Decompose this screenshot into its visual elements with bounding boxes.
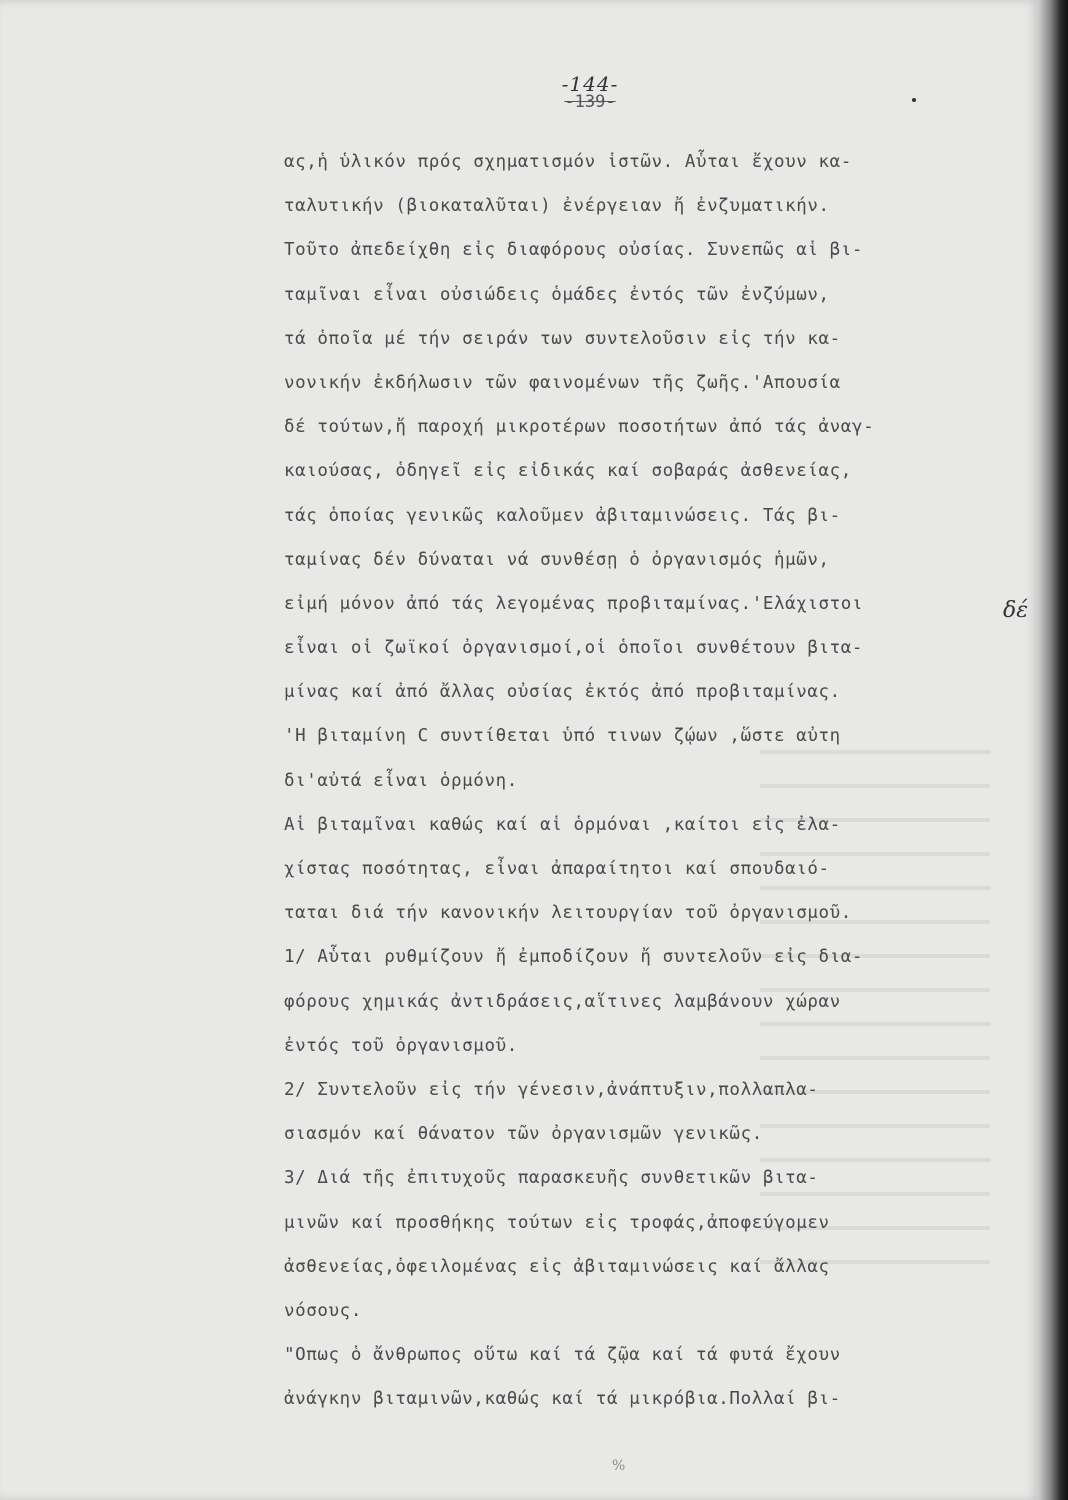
- text-line-27: νόσους.: [284, 1300, 362, 1321]
- text-line-12: εἶναι οἱ ζωϊκοί ὀργανισμοί,οἱ ὁποῖοι συνθέτουν βιτα-: [284, 638, 864, 659]
- text-line-21: ἐντός τοῦ ὀργανισμοῦ.: [284, 1035, 518, 1056]
- text-line-24: 3/ Διά τῆς ἐπιτυχοῦς παρασκευῆς συνθετικῶν βιτα-: [284, 1168, 819, 1189]
- text-line-18: ταται διά τήν κανονικήν λειτουργίαν τοῦ ὀργανισμοῦ.: [284, 903, 852, 924]
- text-line-19: 1/ Αὗται ρυθμίζουν ἤ ἐμποδίζουν ἤ συντελοῦν εἰς δια-: [284, 947, 864, 968]
- text-line-16: Αἱ βιταμῖναι καθώς καί αἱ ὁρμόναι ,καίτοι εἰς ἐλα-: [284, 814, 841, 835]
- ink-dot: [912, 98, 916, 102]
- page-number: [540, 72, 640, 112]
- text-line-6: νονικήν ἐκδήλωσιν τῶν φαινομένων τῆς ζωῆς.'Απουσία: [284, 372, 841, 393]
- text-line-13: μίνας καί ἀπό ἄλλας οὐσίας ἐκτός ἀπό προβιταμίνας.: [284, 682, 841, 703]
- text-line-5: τά ὁποῖα μέ τήν σειράν των συντελοῦσιν εἰς τήν κα-: [284, 328, 841, 349]
- text-line-8: καιούσας, ὁδηγεῖ εἰς εἰδικάς καί σοβαράς ἀσθενείας,: [284, 461, 852, 482]
- text-line-9: τάς ὁποίας γενικῶς καλοῦμεν ἀβιταμινώσεις. Τάς βι-: [284, 505, 841, 526]
- text-line-11: εἰμή μόνον ἀπό τάς λεγομένας προβιταμίνας.'Ελάχιστοι: [284, 593, 864, 614]
- typewritten-body: [284, 140, 1004, 1421]
- text-line-7: δέ τούτων,ἤ παροχή μικροτέρων ποσοτήτων ἀπό τάς ἀναγ-: [284, 417, 875, 438]
- text-line-17: χίστας ποσότητας, εἶναι ἀπαραίτητοι καί σπουδαιό-: [284, 859, 830, 879]
- page-number-struck: -139-: [564, 92, 616, 112]
- text-line-29: ἀνάγκην βιταμινῶν,καθώς καί τά μικρόβια.Πολλαί βι-: [284, 1389, 841, 1410]
- text-line-4: ταμῖναι εἶναι οὐσιώδεις ὁμάδες ἐντός τῶν ἐνζύμων,: [284, 284, 830, 305]
- text-line-23: σιασμόν καί θάνατον τῶν ὀργανισμῶν γενικῶς.: [284, 1124, 763, 1145]
- text-line-22: 2/ Συντελοῦν εἰς τήν γένεσιν,ἀνάπτυξιν,πολλαπλα-: [284, 1079, 819, 1100]
- text-line-1: ας,ἡ ὑλικόν πρός σχηματισμόν ἱστῶν. Αὗται ἔχουν κα-: [284, 152, 852, 172]
- text-line-20: φόρους χημικάς ἀντιδράσεις,αἵτινες λαμβάνουν χώραν: [284, 991, 841, 1012]
- footer-mark: %: [612, 1458, 626, 1474]
- text-line-28: "Οπως ὁ ἄνθρωπος οὕτω καί τά ζῷα καί τά φυτά ἔχουν: [284, 1345, 841, 1366]
- text-line-2: ταλυτικήν (βιοκαταλῦται) ἐνέργειαν ἤ ἐνζυματικήν.: [284, 196, 830, 217]
- text-line-25: μινῶν καί προσθήκης τούτων εἰς τροφάς,ἀποφεύγομεν: [284, 1212, 830, 1233]
- page-number-handwritten: -144-: [561, 72, 619, 96]
- text-line-26: ἀσθενείας,ὀφειλομένας εἰς ἀβιταμινώσεις καί ἄλλας: [284, 1256, 830, 1277]
- margin-annotation: δέ: [1003, 598, 1029, 623]
- text-line-10: ταμίνας δέν δύναται νά συνθέσῃ ὁ ὀργανισμός ἡμῶν,: [284, 549, 830, 570]
- text-line-14: 'Η βιταμίνη C συντίθεται ὑπό τινων ζῴων ,ὥστε αὐτη: [284, 726, 841, 747]
- text-line-15: δι'αὐτά εἶναι ὁρμόνη.: [284, 770, 518, 791]
- text-line-3: Τοῦτο ἀπεδείχθη εἰς διαφόρους οὐσίας. Συνεπῶς αἱ βι-: [284, 240, 864, 261]
- scan-binding-edge: [1038, 0, 1068, 1500]
